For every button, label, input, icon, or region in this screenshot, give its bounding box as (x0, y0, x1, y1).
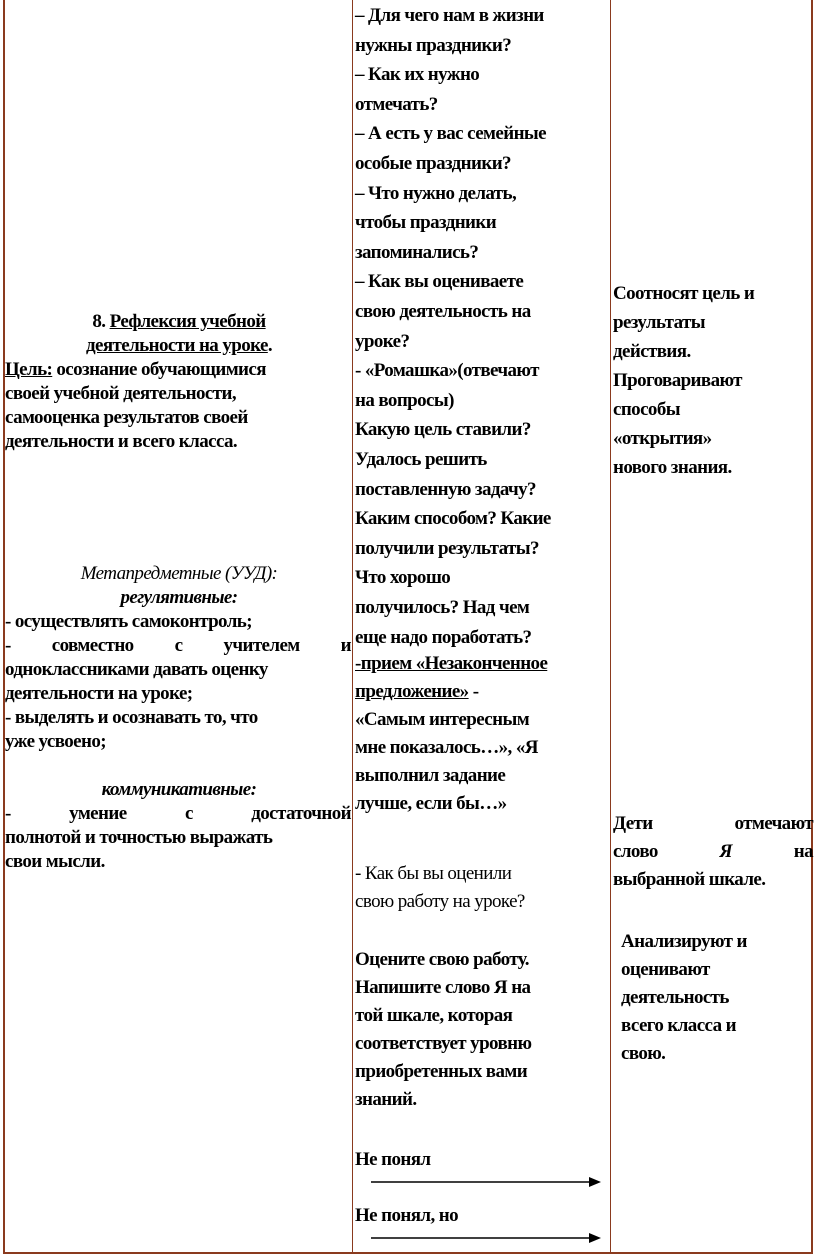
students-line: Анализируют и (621, 931, 747, 952)
teacher-question-line: Какую цель ставили? (355, 419, 531, 441)
teacher-question-line: на вопросы) (355, 389, 454, 411)
teacher-question-line: особые праздники? (355, 153, 511, 174)
students-line: «открытия» (613, 428, 712, 449)
regulative-title: регулятивные: (120, 587, 238, 608)
goal-line4: деятельности и всего класса. (5, 431, 238, 452)
regulative-item: деятельности на уроке; (5, 683, 193, 704)
rate-question-1: - Как бы вы оценили (355, 863, 512, 884)
regulative-item: - осуществлять самоконтроль; (5, 611, 252, 632)
students-line: оценивают (621, 959, 710, 980)
task-line: знаний. (355, 1089, 417, 1110)
teacher-question-line: чтобы праздники (355, 212, 497, 234)
regulative-item: одноклассниками давать оценку (5, 659, 268, 680)
teacher-question-line: – А есть у вас семейные (355, 123, 546, 145)
task-line: Напишите слово Я на (355, 977, 531, 998)
communicative-item: полнотой и точностью выражать (5, 827, 273, 848)
teacher-question-line: Что хорошо (355, 567, 451, 589)
teacher-question-line: запоминались? (355, 241, 479, 263)
students-line: Соотносят цель и (613, 283, 755, 304)
teacher-question-line: получили результаты? (355, 537, 539, 559)
task-line: той шкале, которая (355, 1005, 513, 1026)
students-line: нового знания. (613, 457, 732, 478)
goal-line3: самооценка результатов своей (5, 407, 248, 428)
teacher-question-line: - «Ромашка»(отвечают (355, 360, 539, 382)
stage-heading-title-cont: деятельности на уроке (86, 335, 268, 356)
students-line: выбранной шкале. (613, 869, 766, 890)
sentence-line: мне показалось…», «Я (355, 737, 538, 758)
stage-heading-line1: 8. Рефлексия учебной (92, 311, 266, 332)
lesson-table (3, 0, 813, 1254)
meta-title: Метапредметные (УУД): (80, 563, 278, 584)
regulative-item: - совместно с учителем и (5, 635, 351, 656)
stage-heading-title: Рефлексия учебной (109, 311, 266, 332)
teacher-question-line: свою деятельность на (355, 301, 531, 322)
teacher-question-line: Каким способом? Какие (355, 508, 551, 530)
teacher-column (353, 0, 611, 1252)
goal-line1: Цель: осознание обучающимися (5, 359, 266, 380)
scale-label-1: Не понял (355, 1149, 431, 1170)
communicative-item: - умение с достаточной (5, 803, 351, 824)
regulative-item: - выделять и осознавать то, что (5, 707, 258, 728)
sentence-line: «Самым интересным (355, 709, 530, 730)
teacher-question-line: отмечать? (355, 93, 438, 115)
sentence-line: лучше, если бы…» (355, 793, 507, 814)
scale-label-2: Не понял, но (355, 1205, 459, 1226)
task-line: соответствует уровню (355, 1033, 532, 1054)
students-line: свою. (621, 1043, 666, 1064)
teacher-question-line: нужны праздники? (355, 34, 512, 56)
students-line: всего класса и (621, 1015, 736, 1036)
students-column (611, 0, 811, 1252)
sentence-line: выполнил задание (355, 765, 506, 786)
students-line: слово Я на (613, 841, 813, 862)
students-line: действия. (613, 341, 691, 362)
teacher-question-line: поставленную задачу? (355, 478, 536, 500)
students-line: Дети отмечают (613, 813, 813, 834)
rate-question-2: свою работу на уроке? (355, 891, 525, 912)
teacher-question-line: – Для чего нам в жизни (355, 5, 544, 26)
goal-label: Цель: (5, 359, 53, 380)
scale-arrow-icon (371, 1232, 601, 1244)
stage-heading-line2: деятельности на уроке. (86, 335, 272, 356)
teacher-question-line: получилось? Над чем (355, 597, 530, 618)
scale-arrow-icon (371, 1176, 601, 1188)
communicative-item: свои мысли. (5, 851, 105, 872)
students-line: Проговаривают (613, 370, 742, 391)
communicative-title: коммуникативные: (101, 779, 257, 800)
teacher-question-line: Удалось решить (355, 449, 487, 470)
task-line: Оцените свою работу. (355, 949, 529, 970)
teacher-question-line: – Как их нужно (355, 64, 480, 86)
teacher-question-line: уроке? (355, 330, 410, 352)
technique-line1: -прием «Незаконченное (355, 653, 548, 674)
regulative-item: уже усвоено; (5, 731, 106, 752)
task-line: приобретенных вами (355, 1061, 528, 1082)
teacher-question-line: – Что нужно делать, (355, 182, 517, 204)
technique-line2: предложение» - (355, 681, 479, 702)
teacher-question-line: – Как вы оцениваете (355, 271, 524, 293)
stage-column (5, 0, 353, 1252)
teacher-question-line: еще надо поработать? (355, 626, 532, 648)
goal-line2: своей учебной деятельности, (5, 383, 236, 404)
students-line: способы (613, 399, 680, 420)
students-line: деятельность (621, 987, 729, 1008)
students-line: результаты (613, 312, 705, 333)
